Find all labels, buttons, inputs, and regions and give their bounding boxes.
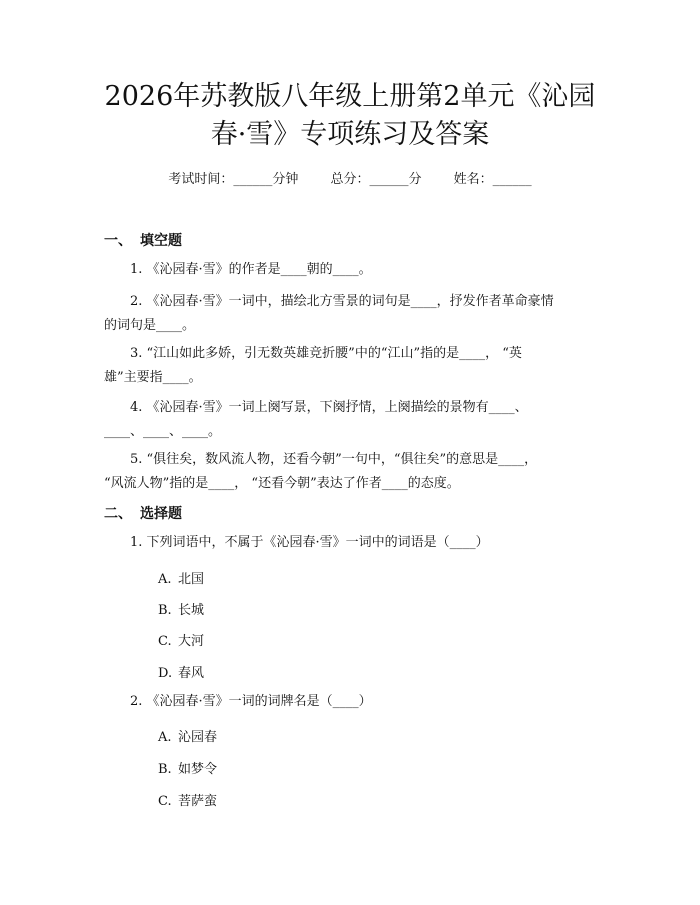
- choice-2-option-a[interactable]: A. 沁园春: [158, 730, 218, 745]
- section-title: 选择题: [140, 506, 182, 522]
- section-number: 二、: [104, 506, 132, 522]
- title-line-2: 春·雪》专项练习及答案: [210, 119, 490, 150]
- fill-question-5: 5. “俱往矣，数风流人物，还看今朝”一句中，“俱往矣”的意思是____， “风流人物”指的是____， “还看今朝”表达了作者____的态度。: [104, 452, 538, 491]
- choice-1-option-d[interactable]: D. 春风: [158, 666, 205, 681]
- total-score: 总分：______分: [330, 172, 422, 187]
- exam-time: 考试时间：______分钟: [168, 172, 299, 187]
- section-number: 一、: [104, 233, 132, 249]
- choice-1-option-c[interactable]: C. 大河: [158, 634, 205, 649]
- choice-question-1: 1. 下列词语中，不属于《沁园春·雪》一词中的词语是（____）: [130, 535, 489, 550]
- choice-2-option-c[interactable]: C. 菩萨蛮: [158, 794, 218, 809]
- fill-question-1: 1. 《沁园春·雪》的作者是____朝的____。: [130, 262, 372, 277]
- student-name: 姓名：______: [453, 172, 532, 187]
- section-heading-choice: [104, 503, 182, 523]
- choice-question-2: 2. 《沁园春·雪》一词的词牌名是（____）: [130, 694, 372, 709]
- choice-1-option-a[interactable]: A. 北国: [158, 572, 205, 587]
- fill-question-3: 3. “江山如此多娇，引无数英雄竞折腰”中的“江山”指的是____， “英 雄”主要指____。: [104, 346, 522, 385]
- fill-question-2: 2. 《沁园春·雪》一词中，描绘北方雪景的词句是____，抒发作者革命豪情 的词句是____。: [104, 294, 554, 333]
- choice-2-option-b[interactable]: B. 如梦令: [158, 762, 218, 777]
- choice-1-option-b[interactable]: B. 长城: [158, 603, 205, 618]
- section-title: 填空题: [140, 233, 182, 249]
- section-heading-fill: [104, 230, 182, 250]
- document-title: [0, 78, 700, 154]
- exam-info: [0, 168, 700, 187]
- title-line-1: 2026年苏教版八年级上册第2单元《沁园: [104, 81, 596, 112]
- fill-question-4: 4. 《沁园春·雪》一词上阕写景，下阕抒情，上阕描绘的景物有____、 ____、____、____。: [104, 400, 528, 439]
